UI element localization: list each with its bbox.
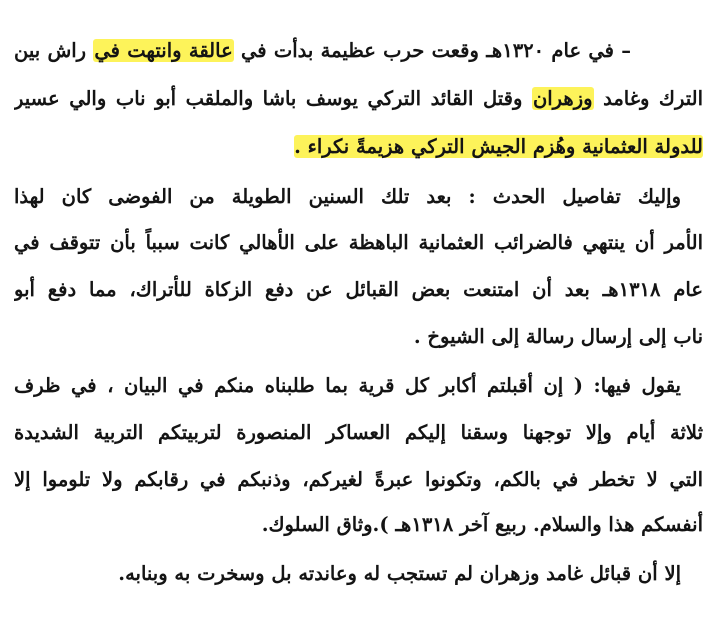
- paragraph-2-line-4: [14, 320, 703, 354]
- text-run: التي لا تخطر في بالكم، وتكونوا عبرةً لغيركم، وذنبكم في رقابكم ولا تلوموا إلا: [14, 468, 703, 491]
- text-run: وقتل القائد التركي يوسف باشا والملقب أبو ناب والي عسير: [14, 87, 532, 110]
- text-run: عام ١٣١٨هـ بعد أن امتنعت بعض القبائل عن دفع الزكاة للأتراك، مما دفع أبو: [14, 278, 703, 301]
- text-run: أنفسكم هذا والسلام. ربيع آخر ١٣١٨هـ ).وثاق السلوك.: [261, 513, 703, 536]
- highlighted-text: عالقة وانتهت في: [94, 39, 233, 62]
- text-run: ناب إلى إرسال رسالة إلى الشيوخ .: [413, 325, 703, 348]
- paragraph-3-line-1: [14, 369, 681, 403]
- highlighted-text: وزهران: [532, 87, 593, 110]
- text-run: الأمر أن ينتهي فالضرائب العثمانية الباهظة على الأهالي كانت سبباً بأن تتوقف في: [14, 231, 703, 254]
- text-run: الترك وغامد: [593, 87, 703, 110]
- paragraph-3-line-3: [14, 463, 703, 497]
- highlighted-text: للدولة العثمانية وهُزم الجيش التركي هزيمةً نكراء .: [294, 135, 703, 158]
- paragraph-3-line-4: [14, 508, 703, 542]
- text-run: يقول فيها: ( إن أقبلتم أكابر كل قرية بما طلبناه منكم في البيان ، في ظرف: [14, 374, 681, 397]
- paragraph-1-line-1: [14, 34, 631, 68]
- text-run: وإليك تفاصيل الحدث : بعد تلك السنين الطويلة من الفوضى كان لهذا: [14, 185, 681, 208]
- text-run: – في عام ١٣٢٠هـ وقعت حرب عظيمة بدأت في: [233, 39, 631, 62]
- paragraph-2-line-1: [14, 180, 681, 214]
- paragraph-4-line-1: [14, 557, 681, 591]
- text-run: ثلاثة أيام وإلا توجهنا وسقنا إليكم العساكر المنصورة لتربيتكم التربية الشديدة: [14, 421, 703, 444]
- paragraph-1-line-2: [14, 82, 703, 116]
- text-run: إلا أن قبائل غامد وزهران لم تستجب له وعاندته بل وسخرت به وبنابه.: [118, 562, 681, 585]
- paragraph-1-line-3: [294, 130, 703, 164]
- paragraph-2-line-2: [14, 226, 703, 260]
- paragraph-3-line-2: [14, 416, 703, 450]
- paragraph-2-line-3: [14, 273, 703, 307]
- text-run: راش بين: [14, 39, 94, 62]
